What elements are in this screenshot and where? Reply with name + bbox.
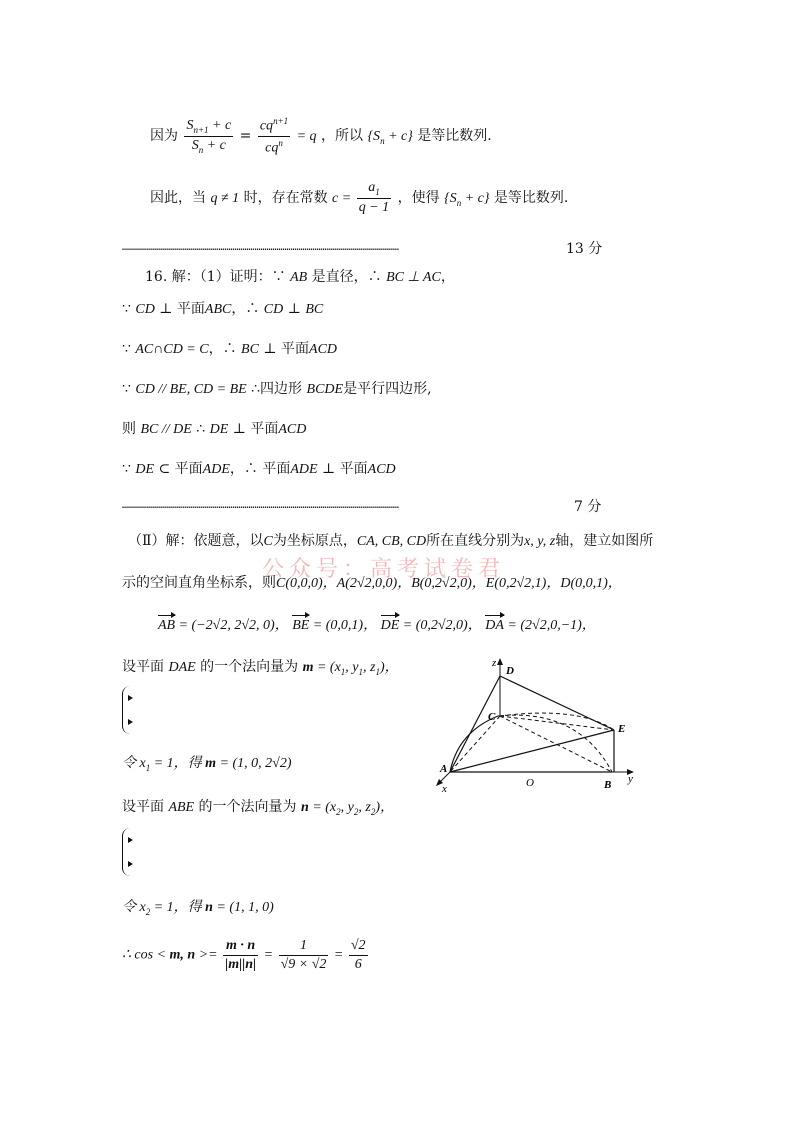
math: ACD [278, 422, 307, 437]
z-axis-arrow [497, 658, 503, 665]
math: ABC [204, 302, 232, 317]
set-rest: + c} [384, 129, 413, 145]
line-9 [128, 530, 653, 550]
text: 时，存在常数 [243, 189, 328, 206]
t: = (1, 1, 0) [212, 900, 274, 915]
text: ∵ [122, 301, 136, 317]
text: 设平面 [122, 659, 169, 675]
val: = (−2√2, 2√2, 0)， [175, 618, 289, 633]
sub: 2 [353, 806, 359, 817]
system-1 [122, 686, 146, 734]
label-x: x [442, 783, 447, 795]
t: 令 x [122, 900, 146, 915]
val: = (0,0,1)， [309, 618, 378, 633]
watermark: 公众号：高考试卷君 [262, 557, 506, 582]
text: ，使得 [397, 189, 440, 206]
line-14 [122, 796, 394, 817]
label-E: E [618, 723, 626, 735]
text: ⊥ [283, 301, 306, 317]
num: m · n [223, 938, 258, 956]
line-10 [122, 572, 622, 592]
line-2 [150, 180, 568, 216]
t: = (1, 0, 2√2) [216, 756, 292, 771]
brace-system [122, 686, 132, 734]
text: ∵ [122, 381, 136, 397]
den: 6 [354, 957, 362, 972]
text: 设平面 [122, 799, 169, 815]
sub: 1 [340, 666, 346, 677]
den: q − 1 [358, 199, 390, 215]
label-C: C [488, 711, 496, 723]
line-1 [150, 116, 492, 156]
t: ∴ cos < [122, 947, 170, 963]
sub: 1 [375, 666, 380, 677]
text: ⊥ 平面 [154, 301, 205, 317]
text: ，∴ 平面 [229, 461, 291, 477]
eq: = [263, 947, 277, 963]
text: ∴ [191, 421, 210, 437]
line-6 [122, 378, 432, 398]
text: 所在直线分别为 [426, 533, 525, 549]
text: 是平行四边形, [343, 381, 432, 397]
math: AC∩CD = C [135, 342, 209, 357]
label-B: B [604, 779, 612, 791]
label-y: y [628, 773, 633, 785]
text: 16. 解：（1）证明：∵ [145, 269, 291, 285]
edge-AE [450, 730, 614, 772]
vec-m: m [302, 660, 314, 675]
den: S [191, 137, 199, 153]
text: ⊥ 平面 [228, 421, 279, 437]
text: 为坐标原点， [272, 533, 357, 549]
t: , z [363, 660, 376, 675]
set-rest: + c} [461, 190, 490, 206]
fraction [258, 116, 290, 156]
sub: n [198, 144, 204, 155]
text: 是直径，∴ [307, 269, 387, 285]
sub: 2 [336, 806, 341, 817]
math: BC // DE [140, 422, 192, 437]
vec-n: n [301, 800, 309, 815]
condition: q ≠ 1 [210, 190, 240, 206]
set: {S [367, 129, 381, 145]
val: = (2√2,0,−1)， [503, 618, 596, 633]
line-4 [122, 298, 323, 318]
sub: 1 [145, 762, 151, 773]
const: c = [332, 190, 355, 206]
label-O: O [526, 777, 534, 789]
text: 的一个法向量为 [194, 799, 302, 815]
fraction [279, 938, 329, 973]
sup: n [278, 137, 283, 148]
fraction [357, 180, 391, 216]
dotted-leader: ………………………………………………………………………………………………………………………… [122, 500, 399, 511]
vec-ab: AB [158, 618, 176, 633]
math: BC [305, 302, 324, 317]
den: √9 × √2 [280, 957, 327, 972]
line-15 [122, 896, 274, 917]
edge-CB [500, 716, 612, 772]
t: >= [195, 947, 222, 963]
line-8 [122, 458, 396, 478]
t: )， [375, 800, 394, 815]
label-D: D [506, 665, 514, 677]
num: S [186, 117, 194, 133]
text: ∵ [122, 341, 136, 357]
text: ∵ [122, 461, 136, 477]
text: ，所以 [321, 128, 363, 145]
text: 是等比数列. [417, 128, 492, 145]
math: C [263, 534, 273, 549]
vec-be: BE [292, 618, 310, 633]
sub: 1 [358, 666, 364, 677]
sub: n+1 [193, 124, 209, 135]
den: cq [265, 140, 279, 156]
math: x, y, z [524, 534, 556, 549]
text: 是等比数列. [493, 189, 569, 206]
math: ABE [168, 800, 195, 815]
line-12 [122, 656, 399, 677]
vec-de: DE [380, 618, 400, 633]
t: = (x [308, 800, 337, 815]
vec-da: DA [485, 618, 504, 633]
text: 因此，当 [150, 189, 206, 206]
sub: n [380, 135, 385, 146]
math: CD // BE, CD = BE [135, 382, 247, 397]
math: ACD [309, 342, 338, 357]
math: DE [135, 462, 155, 477]
line-11 [158, 614, 596, 634]
text: 的一个法向量为 [195, 659, 303, 675]
num: cq [259, 118, 274, 134]
fraction [223, 938, 258, 973]
text: 则 [122, 421, 141, 437]
eq: = [239, 128, 256, 145]
math: ADE [290, 462, 318, 477]
t: , y [340, 800, 354, 815]
math: BC [241, 342, 259, 357]
system-2 [122, 828, 146, 876]
text: ⊥ 平面 [258, 341, 310, 357]
fraction [349, 938, 368, 973]
num: a [368, 180, 376, 195]
text: 示的空间直角坐标系，则 [122, 575, 276, 591]
t: )， [379, 660, 399, 675]
math: DE [209, 422, 229, 437]
sub: 2 [145, 906, 151, 917]
den-rest: + c [203, 137, 226, 153]
label-A: A [440, 763, 448, 775]
text: ，∴ [231, 301, 264, 317]
geometry-figure [428, 656, 648, 796]
math: CD [135, 302, 155, 317]
vec-m: m [205, 756, 217, 771]
text: ， [440, 269, 455, 285]
text: （Ⅱ）解：依题意，以 [128, 533, 264, 549]
fraction [184, 118, 233, 155]
line-13 [122, 752, 292, 773]
math: AB [290, 270, 308, 285]
num: 1 [279, 938, 329, 956]
t: 令 x [122, 756, 146, 771]
edge-CE [500, 716, 614, 730]
eq: = [333, 947, 347, 963]
math: DAE [168, 660, 196, 675]
sub: n [456, 197, 462, 208]
score-7: 7 分 [574, 499, 602, 515]
text: ，∴ [208, 341, 242, 357]
text: ⊥ 平面 [317, 461, 368, 477]
t: = 1，得 [150, 756, 206, 771]
t: , z [358, 800, 371, 815]
text: 轴，建立如图所 [555, 533, 654, 549]
math: BC ⊥ AC [386, 270, 441, 285]
line-5 [122, 338, 337, 358]
num-rest: + c [208, 117, 232, 133]
brace-system [122, 828, 132, 876]
label-z: z [492, 657, 497, 669]
math: ACD [367, 462, 396, 477]
den: |m||n| [225, 957, 257, 972]
text: ∴四边形 [246, 381, 307, 397]
line-7 [122, 418, 306, 438]
score-13: 13 分 [566, 241, 603, 257]
dotted-leader: ………………………………………………………………………………………………………………………… [122, 242, 399, 253]
line-16 [122, 938, 370, 973]
line-3 [145, 266, 455, 286]
vec-mn: m, n [169, 947, 196, 963]
t: = (x [313, 660, 341, 675]
math: CA, CB, CD [356, 534, 427, 549]
vec-n: n [205, 900, 213, 915]
text: 因为 [150, 128, 178, 145]
num: √2 [349, 938, 368, 956]
val: = (0,2√2,0)， [399, 618, 482, 633]
t: , y [345, 660, 359, 675]
sub: 1 [375, 186, 380, 197]
eq: = q [296, 129, 317, 145]
set: {S [444, 190, 457, 206]
math: CD [263, 302, 284, 317]
sub: 2 [370, 806, 376, 817]
sup: n+1 [273, 116, 289, 126]
math: C(0,0,0)，A(2√2,0,0)，B(0,2√2,0)，E(0,2√2,1)，D(0,0,1)， [276, 576, 622, 591]
text: ⊂ 平面 [154, 461, 203, 477]
math: BCDE [306, 382, 344, 397]
t: = 1，得 [150, 900, 206, 915]
math: ADE [202, 462, 230, 477]
